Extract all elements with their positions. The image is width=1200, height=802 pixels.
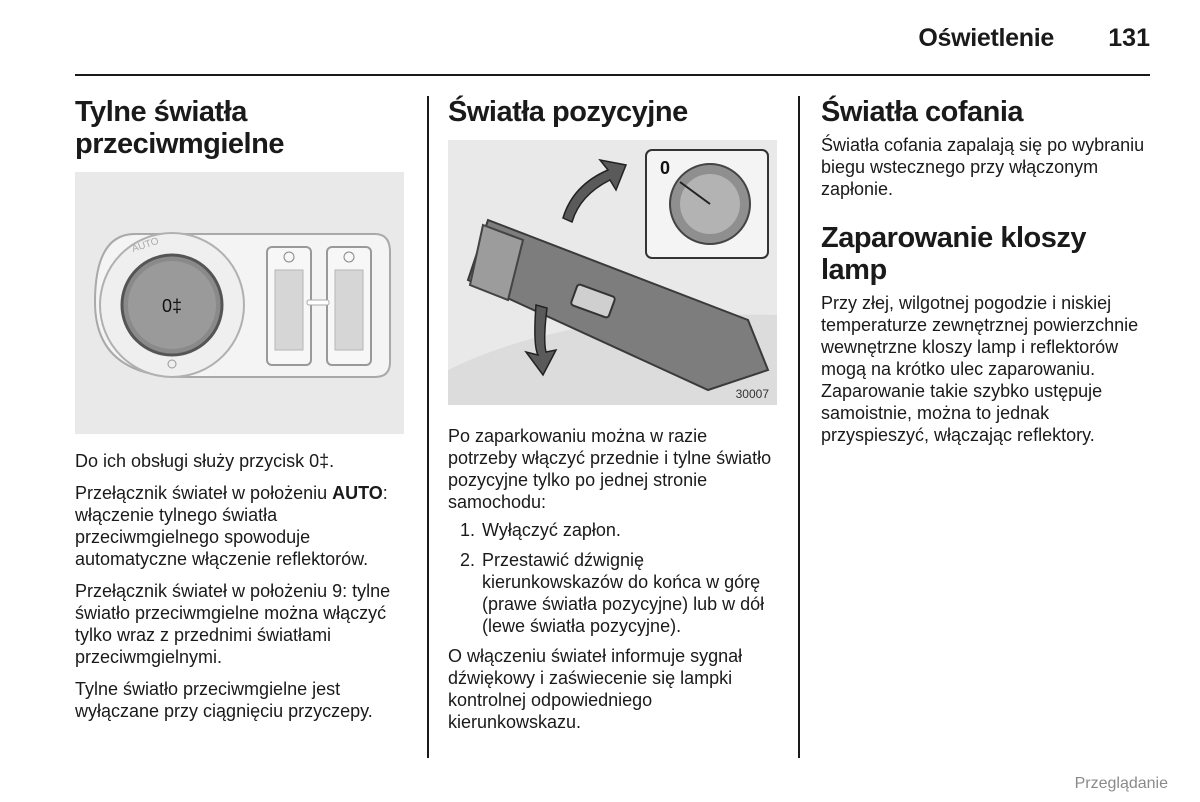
knob-zero-label: 0 [660,158,671,178]
turn-signal-lever-figure [448,140,777,405]
auto-label: AUTO [332,483,383,503]
page-number: 131 [1108,24,1150,52]
section-heading-reversing-lights: Światła cofania [821,96,1024,128]
paragraph-lamp-fogging: Przy złej, wilgotnej pogodzie i niskiej temperaturze zewnętrznej powierzchnie wewnętrzne kloszy lamp i reflektorów mogą na krótko ulec zaparowaniu. Zaparowanie takie szybko ustępuje samoistnie, można to jednak przyspieszyć, włączając reflektory. [821,293,1139,445]
footer-watermark: Przeglądanie [1074,775,1168,792]
paragraph-parking-intro: Po zaparkowaniu można w razie potrzeby włączyć przednie i tylne światło pozycyjne tylko po jednej stronie samochodu: [448,426,772,512]
light-switch-illustration [75,172,404,434]
svg-text:AUTO: AUTO [130,235,161,255]
figure-code: 30007 [735,387,769,401]
section-heading-rear-fog-lights: Tylne światła przeciwmgielne [75,96,284,160]
page-header-title: Oświetlenie [918,24,1054,52]
light-switch-figure [75,172,404,434]
column-reversing-lights [821,96,1153,446]
column-divider-1 [427,96,429,758]
turn-signal-lever-illustration [448,140,777,405]
parking-steps-list [448,519,780,637]
paragraph-trailer: Tylne światło przeciwmgielne jest wyłączane przy ciągnięciu przyczepy. [75,679,373,721]
paragraph-button-info: Do ich obsługi służy przycisk 0‡. [75,451,335,471]
column-rear-fog-lights [75,96,405,722]
list-item: 1. Wyłączyć zapłon. [480,519,780,541]
column-parking-lights [448,96,780,733]
section-heading-lamp-fogging: Zaparowanie kloszy lamp [821,222,1086,286]
list-item: 2. Przestawić dźwignię kierunkowskazów do końca w górę (prawe światła pozycyjne) lub w dół (lewe światła pozycyjne). [480,549,780,637]
paragraph-auto-prefix: Przełącznik świateł w położeniu [75,483,333,503]
column-divider-2 [798,96,800,758]
paragraph-reversing-lights: Światła cofania zapalają się po wybraniu biegu wstecznego przy włączonym zapłonie. [821,135,1145,199]
paragraph-auto-rest: : włączenie tylnego światła przeciwmgielnego spowoduje automatyczne włączenie reflektorów. [75,483,388,569]
paragraph-auto-position [75,482,405,570]
paragraph-parking-outro: O włączeniu świateł informuje sygnał dźwiękowy i zaświecenie się lampki kontrolnej odpowiedniego kierunkowskazu. [448,646,743,732]
section-heading-parking-lights: Światła pozycyjne [448,96,688,128]
rear-fog-light-icon: 0‡ [161,296,183,316]
header-rule [75,74,1150,76]
paragraph-front-fog-position: Przełącznik świateł w położeniu 9: tylne światło przeciwmgielne można włączyć tylko wraz z przednimi światłami przeciwmgielnymi. [75,581,391,667]
